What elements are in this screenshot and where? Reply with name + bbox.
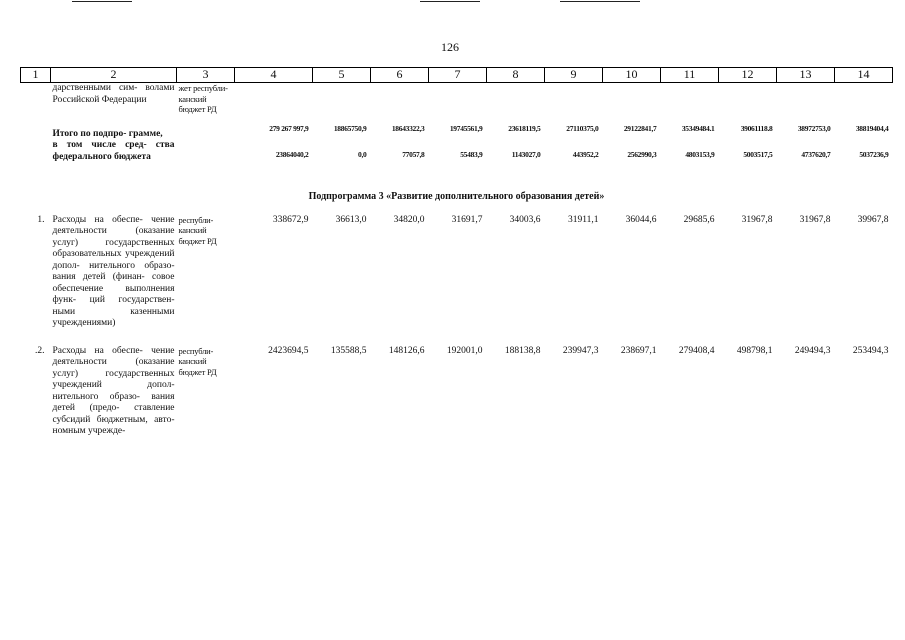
column-header: 14 [835, 68, 893, 83]
federal-value: 4803153,9 [685, 150, 715, 159]
column-header: 12 [719, 68, 777, 83]
value-cell: 29685,6 [683, 214, 715, 225]
value-cell: 36613,0 [335, 214, 367, 225]
value-cell: 36044,6 [625, 214, 657, 225]
funding-source: республи- канский бюджет РД [178, 345, 217, 377]
value-cell: 31967,8 [799, 214, 831, 225]
total-value: 19745561,9 [449, 123, 483, 133]
scan-edge-line [72, 1, 132, 2]
scan-edge-line [420, 1, 480, 2]
total-value: 38819404,4 [855, 123, 889, 133]
value-cell: 39967,8 [857, 214, 889, 225]
budget-table [20, 67, 893, 438]
value-cell: 498798,1 [736, 345, 773, 356]
subprogram-total-row [21, 115, 893, 164]
total-cell [835, 115, 893, 164]
federal-value: 23864040,2 [275, 150, 309, 159]
value-cell: 188138,8 [504, 345, 541, 356]
total-cell [487, 115, 545, 164]
value-cell: 135588,5 [330, 345, 367, 356]
value-cell: 31691,7 [451, 214, 483, 225]
total-cell [429, 115, 487, 164]
total-cell [235, 115, 313, 164]
total-value: 35349484.1 [681, 123, 715, 133]
row-index: 1. [37, 214, 45, 225]
federal-value: 2562990,3 [627, 150, 657, 159]
value-cell: 192001,0 [446, 345, 483, 356]
total-cell [545, 115, 603, 164]
column-header: 2 [51, 68, 177, 83]
value-cell: 249494,3 [794, 345, 831, 356]
value-cell: 338672,9 [272, 214, 309, 225]
funding-source: республи- канский бюджет РД [178, 214, 217, 246]
federal-value: 1143027,0 [511, 150, 541, 159]
total-value: 29122841,7 [623, 123, 657, 133]
column-header: 11 [661, 68, 719, 83]
row-index: .2. [35, 345, 45, 356]
value-cell: 31967,8 [741, 214, 773, 225]
total-value: 23618119,5 [508, 123, 541, 133]
row-name: дарственными сим- волами Российской Федерации [52, 83, 175, 105]
total-value: 39061118.8 [740, 123, 773, 133]
total-label-line: Итого по подпро- грамме, [52, 128, 163, 139]
value-cell: 2423694,5 [268, 345, 309, 356]
total-cell [313, 115, 371, 164]
value-cell: 279408,4 [678, 345, 715, 356]
federal-value: 5003517,5 [743, 150, 773, 159]
value-cell: 148126,6 [388, 345, 425, 356]
federal-value: 5037236,9 [859, 150, 889, 159]
column-header: 10 [603, 68, 661, 83]
scan-edge-line [560, 1, 640, 2]
column-header: 7 [429, 68, 487, 83]
total-cell [371, 115, 429, 164]
total-cell [603, 115, 661, 164]
funding-source: жет республи- канский бюджет РД [178, 83, 228, 114]
column-header: 9 [545, 68, 603, 83]
value-cell: 31911,1 [567, 214, 599, 225]
federal-value: 0,0 [358, 150, 367, 159]
table-row [21, 346, 893, 438]
federal-value: 55483,9 [460, 150, 483, 159]
subprogram-heading-row [21, 163, 893, 215]
federal-value: 443952,2 [572, 150, 599, 159]
page-number: 126 [441, 40, 459, 54]
continued-row [21, 83, 893, 115]
total-cell [661, 115, 719, 164]
total-cell [777, 115, 835, 164]
column-header: 4 [235, 68, 313, 83]
table-row [21, 215, 893, 330]
column-header: 6 [371, 68, 429, 83]
total-label [51, 115, 177, 164]
total-value: 27110375,0 [566, 123, 599, 133]
total-cell [719, 115, 777, 164]
column-number-row [21, 68, 893, 83]
column-header: 13 [777, 68, 835, 83]
column-header: 5 [313, 68, 371, 83]
value-cell: 238697,1 [620, 345, 657, 356]
total-label-line: в том числе сред- ства федерального бюджета [52, 140, 175, 162]
subprogram-title: Подпрограмма 3 «Развитие дополнительного образования детей» [308, 191, 605, 202]
value-cell: 34820,0 [393, 214, 425, 225]
column-header: 1 [21, 68, 51, 83]
row-name: Расходы на обеспе- чение деятельности (оказание услуг) государственных учреждений допол- нительного образо- вания детей (предо- ставление субсидий бюджетным, авто- номным учрежде- [52, 345, 175, 436]
value-cell: 253494,3 [852, 345, 889, 356]
value-cell: 239947,3 [562, 345, 599, 356]
row-name: Расходы на обеспе- чение деятельности (оказание услуг) государственных образовательных учреждений допол- нительного образо- вания детей (финан- совое обеспечение выполнения функ- ций государствен- ными казенными учреждениями) [52, 214, 175, 328]
value-cell: 34003,6 [509, 214, 541, 225]
total-value: 18643322,3 [391, 123, 425, 133]
column-header: 8 [487, 68, 545, 83]
federal-value: 77057,8 [402, 150, 425, 159]
federal-value: 4737620,7 [801, 150, 831, 159]
column-header: 3 [177, 68, 235, 83]
total-value: 279 267 997,9 [269, 123, 309, 133]
total-value: 18865750,9 [333, 123, 367, 133]
total-value: 38972753,0 [797, 123, 831, 133]
